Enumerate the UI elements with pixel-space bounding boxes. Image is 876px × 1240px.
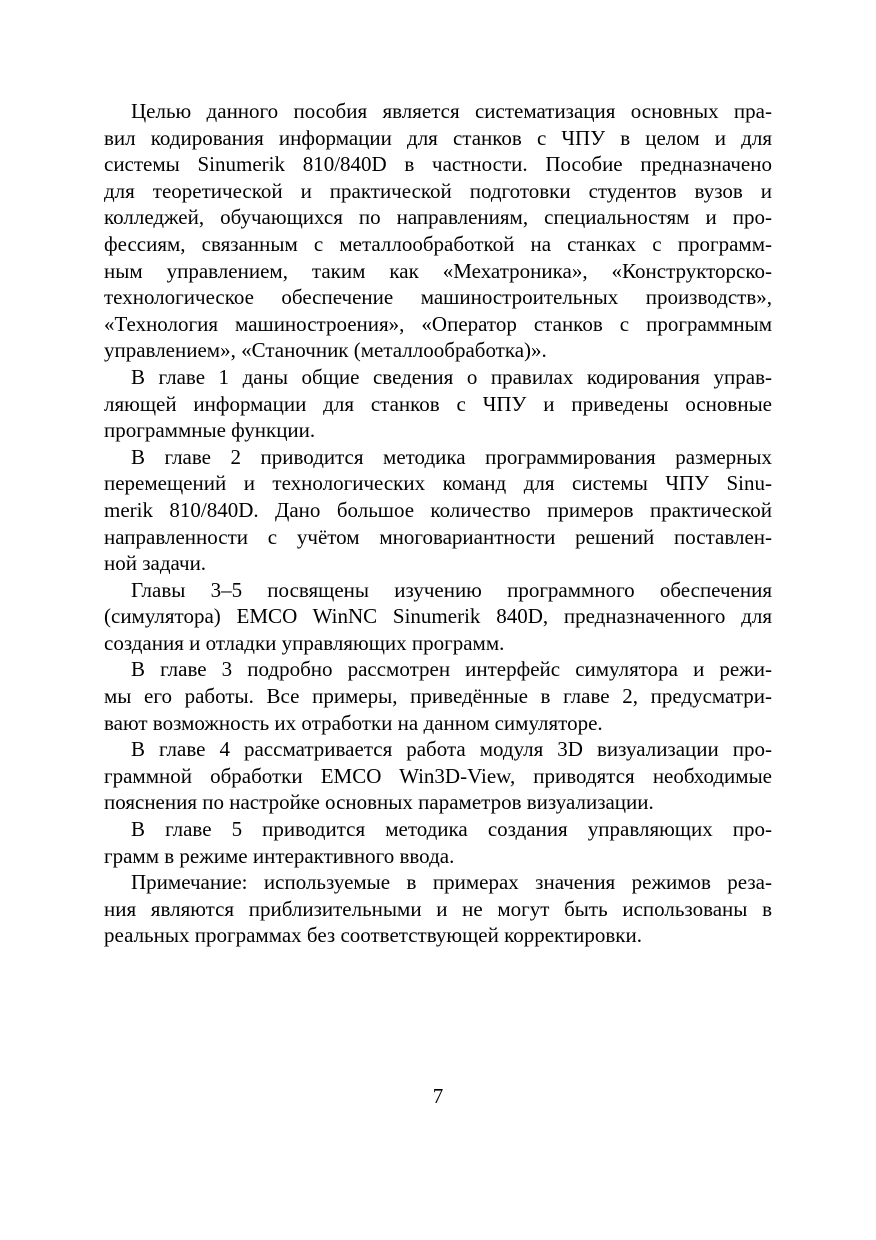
text-line: реальных программах без соответствующей корректировки.	[104, 923, 642, 948]
text-line: управлением», «Станочник (металлообработка)».	[104, 338, 547, 363]
paragraph	[104, 98, 772, 364]
text-line: ния являются приблизительными и не могут быть использованы в	[104, 896, 772, 921]
text-line: В главе 1 даны общие сведения о правилах кодирования управ-	[131, 364, 772, 389]
text-line: грамм в режиме интерактивного ввода.	[104, 843, 455, 868]
paragraph	[104, 364, 772, 444]
text-line: колледжей, обучающихся по направлениям, специальностям и про-	[104, 205, 772, 230]
text-line: В главе 5 приводится методика создания управляющих про-	[131, 817, 772, 842]
text-line: (симулятора) EMCO WinNC Sinumerik 840D, предназначенного для	[104, 604, 772, 629]
text-line: направленности с учётом многовариантности решений поставлен-	[104, 524, 772, 549]
page-number: 7	[432, 1084, 444, 1108]
text-line: мы его работы. Все примеры, приведённые в главе 2, предусматри-	[104, 684, 772, 709]
text-line: вил кодирования информации для станков с ЧПУ в целом и для	[104, 125, 772, 150]
text-line: merik 810/840D. Дано большое количество примеров практической	[104, 497, 772, 522]
text-line: граммной обработки EMCO Win3D-View, приводятся необходимые	[104, 763, 772, 788]
paragraph	[104, 444, 772, 577]
text-line: технологическое обеспечение машиностроительных производств»,	[104, 285, 772, 310]
text-line: ной задачи.	[104, 551, 207, 576]
text-line: создания и отладки управляющих программ.	[104, 630, 505, 655]
text-line: пояснения по настройке основных параметров визуализации.	[104, 790, 654, 815]
text-line: перемещений и технологических команд для системы ЧПУ Sinu-	[104, 471, 772, 496]
text-line: вают возможность их отработки на данном симуляторе.	[104, 710, 603, 735]
text-line: Примечание: используемые в примерах значения режимов реза-	[131, 870, 772, 895]
paragraph	[104, 869, 772, 949]
paragraph	[104, 577, 772, 657]
text-line: ным управлением, таким как «Мехатроника», «Конструкторско-	[104, 258, 772, 283]
text-line: «Технология машиностроения», «Оператор станков с программным	[104, 311, 772, 336]
text-line: В главе 4 рассматривается работа модуля 3D визуализации про-	[131, 737, 772, 762]
paragraph	[104, 816, 772, 869]
text-line: ляющей информации для станков с ЧПУ и приведены основные	[104, 391, 772, 416]
text-line: Целью данного пособия является систематизация основных пра-	[131, 99, 772, 123]
text-line: системы Sinumerik 810/840D в частности. Пособие предназначено	[104, 152, 772, 177]
body-text	[104, 98, 772, 949]
text-line: Главы 3–5 посвящены изучению программного обеспечения	[131, 577, 772, 602]
text-line: для теоретической и практической подготовки студентов вузов и	[104, 178, 772, 203]
text-line: В главе 3 подробно рассмотрен интерфейс симулятора и режи-	[131, 657, 772, 682]
text-line: В главе 2 приводится методика программирования размерных	[131, 444, 772, 469]
text-line: программные функции.	[104, 418, 316, 443]
paragraph	[104, 656, 772, 736]
paragraph	[104, 736, 772, 816]
text-line: фессиям, связанным с металлообработкой на станках с программ-	[104, 231, 772, 256]
